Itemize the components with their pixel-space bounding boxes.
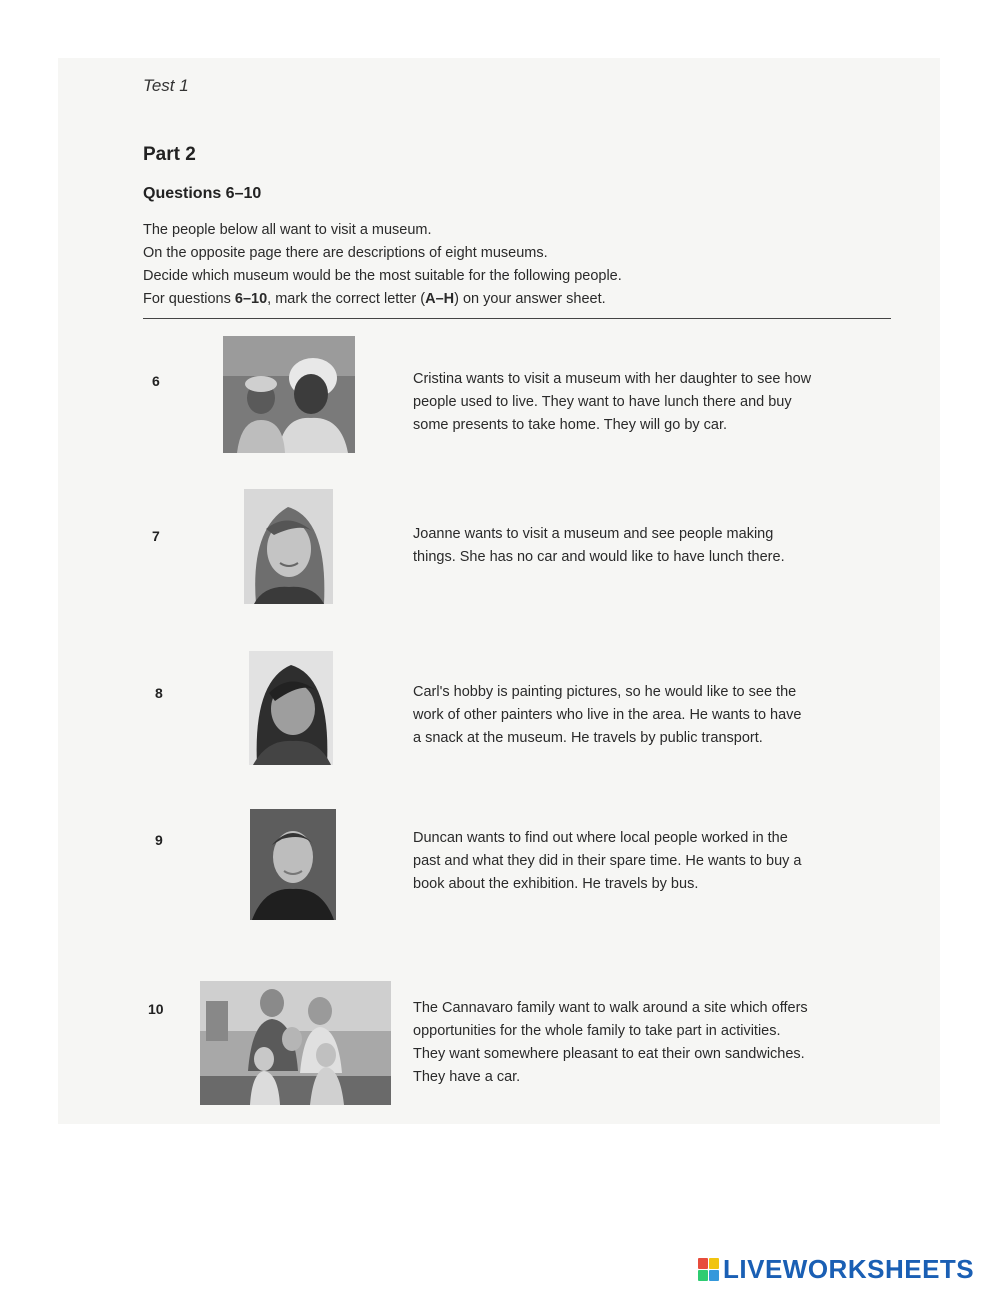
description-8 (413, 681, 893, 750)
divider (143, 318, 891, 319)
question-number-7: 7 (152, 528, 160, 544)
description-line: The Cannavaro family want to walk around a site which offers (413, 1000, 808, 1016)
description-line: book about the exhibition. He travels by bus. (413, 876, 699, 892)
photo-joanne (244, 489, 333, 604)
instruction-line: On the opposite page there are descriptions of eight museums. (143, 245, 548, 261)
description-9 (413, 827, 893, 896)
photo-carl (249, 651, 333, 765)
instructions (143, 219, 622, 311)
photo-cannavaro-family (200, 981, 391, 1105)
part-title: Part 2 (143, 144, 196, 165)
test-label: Test 1 (143, 76, 189, 95)
description-line: They have a car. (413, 1069, 521, 1085)
brand-text: LIVEWORKSHEETS (723, 1254, 975, 1284)
description-line: opportunities for the whole family to take part in activities. (413, 1023, 781, 1039)
photo-duncan (250, 809, 336, 920)
instruction-line: Decide which museum would be the most suitable for the following people. (143, 268, 622, 284)
instruction-line: The people below all want to visit a museum. (143, 222, 432, 238)
description-7 (413, 523, 893, 569)
description-line: Carl's hobby is painting pictures, so he would like to see the (413, 684, 797, 700)
question-number-9: 9 (155, 832, 163, 848)
photo-cristina-and-daughter (223, 336, 355, 453)
description-line: some presents to take home. They will go by car. (413, 417, 728, 433)
questions-title: Questions 6–10 (143, 185, 262, 202)
description-line: Joanne wants to visit a museum and see people making (413, 526, 774, 542)
question-number-8: 8 (155, 685, 163, 701)
description-line: past and what they did in their spare time. He wants to buy a (413, 853, 802, 869)
description-line: Duncan wants to find out where local people worked in the (413, 830, 788, 846)
liveworksheets-logo (698, 1254, 974, 1285)
logo-tiles-icon (698, 1258, 719, 1281)
description-line: work of other painters who live in the area. He wants to have (413, 707, 802, 723)
description-line: people used to live. They want to have lunch there and buy (413, 394, 792, 410)
description-line: They want somewhere pleasant to eat their own sandwiches. (413, 1046, 805, 1062)
description-10 (413, 997, 893, 1089)
question-number-10: 10 (148, 1001, 164, 1017)
worksheet-page (58, 58, 940, 1124)
question-number-6: 6 (152, 373, 160, 389)
instruction-line: For questions 6–10, mark the correct letter (A–H) on your answer sheet. (143, 291, 606, 307)
description-6 (413, 368, 893, 437)
description-line: things. She has no car and would like to have lunch there. (413, 549, 785, 565)
description-line: a snack at the museum. He travels by public transport. (413, 730, 763, 746)
description-line: Cristina wants to visit a museum with her daughter to see how (413, 371, 812, 387)
